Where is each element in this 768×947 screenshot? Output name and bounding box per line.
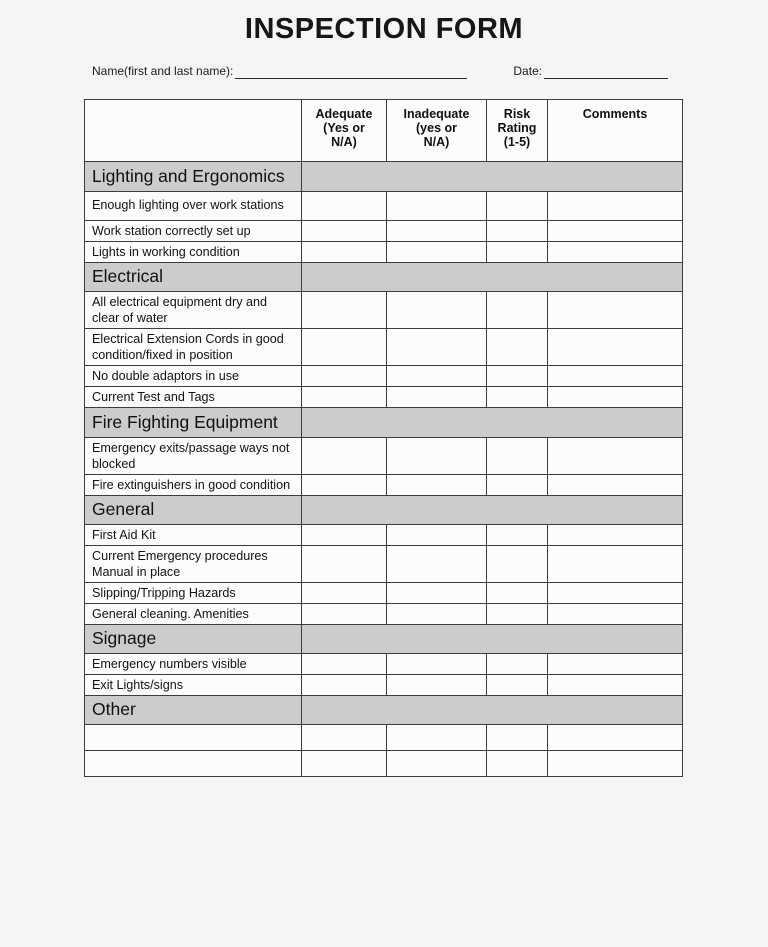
adequate-cell[interactable]: [302, 604, 387, 625]
risk-line-1: Risk: [503, 107, 531, 121]
date-input[interactable]: [544, 65, 668, 79]
table-head: [85, 100, 683, 162]
comments-cell[interactable]: [548, 192, 683, 221]
inadequate-cell[interactable]: [387, 654, 487, 675]
inadequate-cell[interactable]: [387, 329, 487, 366]
section-header-band: [302, 496, 683, 525]
date-label: Date:: [513, 64, 543, 78]
table-row: [85, 366, 683, 387]
table-body: [85, 162, 683, 777]
risk-cell[interactable]: [487, 329, 548, 366]
risk-cell[interactable]: [487, 546, 548, 583]
comments-cell[interactable]: [548, 387, 683, 408]
table-row-blank: [85, 751, 683, 777]
inadequate-cell[interactable]: [387, 751, 487, 777]
item-label: General cleaning. Amenities: [85, 604, 302, 625]
inadequate-cell[interactable]: [387, 675, 487, 696]
adequate-cell[interactable]: [302, 242, 387, 263]
column-header-comments: Comments: [548, 100, 683, 162]
risk-cell[interactable]: [487, 387, 548, 408]
comments-cell[interactable]: [548, 292, 683, 329]
inadequate-cell[interactable]: [387, 242, 487, 263]
column-header-adequate: [302, 100, 387, 162]
section-header-row: [85, 162, 683, 192]
table-row: [85, 387, 683, 408]
item-label: Current Test and Tags: [85, 387, 302, 408]
adequate-cell[interactable]: [302, 387, 387, 408]
section-header-row: [85, 496, 683, 525]
adequate-cell[interactable]: [302, 546, 387, 583]
inadequate-cell[interactable]: [387, 221, 487, 242]
item-label: Slipping/Tripping Hazards: [85, 583, 302, 604]
section-header-band: [302, 408, 683, 438]
table-row: [85, 525, 683, 546]
item-label: Current Emergency procedures Manual in place: [85, 546, 302, 583]
name-input[interactable]: [235, 65, 467, 79]
item-label: [85, 725, 302, 751]
inadequate-cell[interactable]: [387, 725, 487, 751]
inadequate-cell[interactable]: [387, 546, 487, 583]
table-row: [85, 604, 683, 625]
adequate-cell[interactable]: [302, 192, 387, 221]
comments-cell[interactable]: [548, 525, 683, 546]
section-title: General: [85, 496, 302, 525]
risk-line-3: (1-5): [503, 135, 531, 149]
risk-cell[interactable]: [487, 675, 548, 696]
adequate-cell[interactable]: [302, 221, 387, 242]
adequate-cell[interactable]: [302, 292, 387, 329]
risk-cell[interactable]: [487, 604, 548, 625]
section-title: Lighting and Ergonomics: [85, 162, 302, 192]
adequate-cell[interactable]: [302, 366, 387, 387]
inadequate-line-1: Inadequate: [403, 107, 470, 121]
table-row: [85, 583, 683, 604]
adequate-line-1: Adequate: [315, 107, 373, 121]
page-title: INSPECTION FORM: [244, 13, 524, 45]
item-label: Work station correctly set up: [85, 221, 302, 242]
comments-cell[interactable]: [548, 438, 683, 475]
risk-cell[interactable]: [487, 751, 548, 777]
comments-cell[interactable]: [548, 675, 683, 696]
adequate-cell[interactable]: [302, 654, 387, 675]
inadequate-cell[interactable]: [387, 604, 487, 625]
inadequate-line-3: N/A): [423, 135, 450, 149]
table-row-blank: [85, 725, 683, 751]
section-header-band: [302, 625, 683, 654]
comments-cell[interactable]: [548, 475, 683, 496]
item-label: Emergency exits/passage ways not blocked: [85, 438, 302, 475]
inadequate-cell[interactable]: [387, 475, 487, 496]
adequate-cell[interactable]: [302, 475, 387, 496]
table-row: [85, 242, 683, 263]
section-title: Fire Fighting Equipment: [85, 408, 302, 438]
comments-cell[interactable]: [548, 604, 683, 625]
risk-cell[interactable]: [487, 242, 548, 263]
adequate-cell[interactable]: [302, 725, 387, 751]
inspection-table: [84, 99, 683, 777]
table-row: [85, 292, 683, 329]
section-header-band: [302, 696, 683, 725]
table-row: [85, 654, 683, 675]
risk-cell[interactable]: [487, 583, 548, 604]
comments-cell[interactable]: [548, 329, 683, 366]
comments-cell[interactable]: [548, 242, 683, 263]
inadequate-cell[interactable]: [387, 192, 487, 221]
item-label: All electrical equipment dry and clear of water: [85, 292, 302, 329]
risk-cell[interactable]: [487, 366, 548, 387]
table-row: [85, 546, 683, 583]
table-row: [85, 475, 683, 496]
item-label: No double adaptors in use: [85, 366, 302, 387]
adequate-cell[interactable]: [302, 329, 387, 366]
section-header-row: [85, 263, 683, 292]
adequate-cell[interactable]: [302, 751, 387, 777]
column-header-inadequate: [387, 100, 487, 162]
inadequate-cell[interactable]: [387, 525, 487, 546]
risk-cell[interactable]: [487, 475, 548, 496]
comments-cell[interactable]: [548, 751, 683, 777]
section-header-row: [85, 625, 683, 654]
item-label: Emergency numbers visible: [85, 654, 302, 675]
section-header-band: [302, 263, 683, 292]
adequate-cell[interactable]: [302, 675, 387, 696]
risk-cell[interactable]: [487, 221, 548, 242]
section-header-band: [302, 162, 683, 192]
inadequate-cell[interactable]: [387, 292, 487, 329]
item-label: First Aid Kit: [85, 525, 302, 546]
inadequate-cell[interactable]: [387, 366, 487, 387]
section-header-row: [85, 696, 683, 725]
risk-cell[interactable]: [487, 654, 548, 675]
inadequate-cell[interactable]: [387, 387, 487, 408]
item-label: Exit Lights/signs: [85, 675, 302, 696]
comments-cell[interactable]: [548, 366, 683, 387]
item-label: Fire extinguishers in good condition: [85, 475, 302, 496]
adequate-line-3: N/A): [331, 135, 357, 149]
section-header-row: [85, 408, 683, 438]
table-row: [85, 438, 683, 475]
table-header-row: [85, 100, 683, 162]
item-label: Lights in working condition: [85, 242, 302, 263]
adequate-line-2: (Yes or: [323, 121, 365, 135]
risk-cell[interactable]: [487, 525, 548, 546]
column-header-item: [85, 100, 302, 162]
comments-cell[interactable]: [548, 725, 683, 751]
item-label: Enough lighting over work stations: [85, 192, 302, 221]
identity-line: [92, 64, 684, 79]
table-row: [85, 221, 683, 242]
item-label: [85, 751, 302, 777]
inspection-table-wrapper: [84, 99, 682, 777]
inadequate-line-2: (yes or: [416, 121, 457, 135]
name-label: Name(first and last name):: [92, 64, 234, 78]
risk-cell[interactable]: [487, 192, 548, 221]
section-title: Other: [85, 696, 302, 725]
risk-cell[interactable]: [487, 725, 548, 751]
inadequate-cell[interactable]: [387, 438, 487, 475]
item-label: Electrical Extension Cords in good condition/fixed in position: [85, 329, 302, 366]
column-header-risk-rating: [487, 100, 548, 162]
adequate-cell[interactable]: [302, 438, 387, 475]
adequate-cell[interactable]: [302, 583, 387, 604]
table-row: [85, 329, 683, 366]
comments-cell[interactable]: [548, 654, 683, 675]
comments-cell[interactable]: [548, 546, 683, 583]
section-title: Electrical: [85, 263, 302, 292]
risk-cell[interactable]: [487, 438, 548, 475]
comments-cell[interactable]: [548, 221, 683, 242]
table-row: [85, 675, 683, 696]
risk-cell[interactable]: [487, 292, 548, 329]
adequate-cell[interactable]: [302, 525, 387, 546]
section-title: Signage: [85, 625, 302, 654]
inadequate-cell[interactable]: [387, 583, 487, 604]
comments-cell[interactable]: [548, 583, 683, 604]
risk-line-2: Rating: [497, 121, 537, 135]
table-row: [85, 192, 683, 221]
